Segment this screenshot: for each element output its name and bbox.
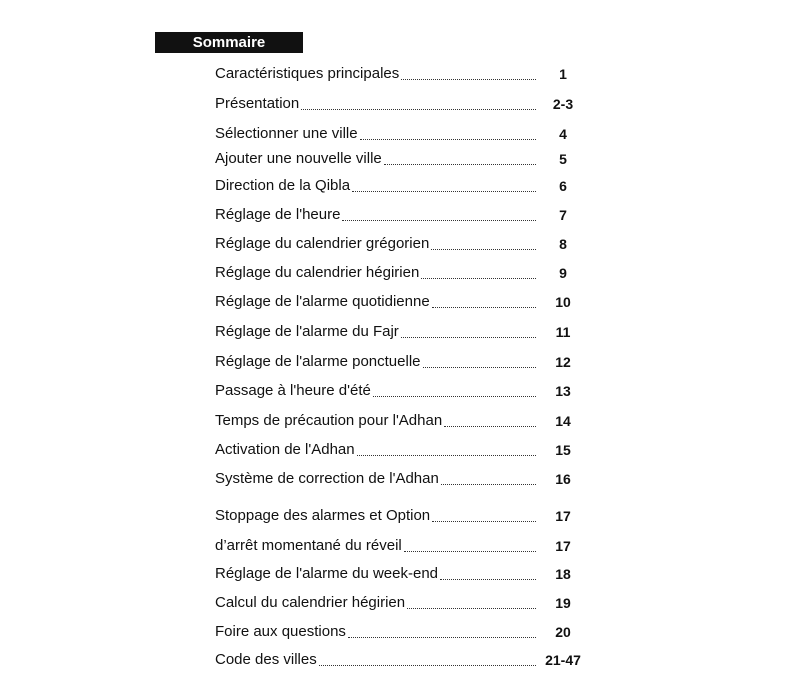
toc-entry xyxy=(215,622,590,642)
toc-entry-page: 18 xyxy=(555,566,571,582)
toc-entry xyxy=(215,94,590,114)
toc-entry-label: Direction de la Qibla xyxy=(215,177,351,194)
toc-entry-label: Réglage de l'heure xyxy=(215,206,341,223)
dot-leader xyxy=(404,550,536,552)
toc-entry xyxy=(215,149,590,169)
toc-entry-label: Passage à l'heure d'été xyxy=(215,382,371,399)
toc-entry-label: Temps de précaution pour l'Adhan xyxy=(215,412,443,429)
toc-entry-page: 14 xyxy=(555,413,571,429)
toc-entry-page: 16 xyxy=(555,471,571,487)
toc-entry-label: Activation de l'Adhan xyxy=(215,441,355,458)
toc-entry xyxy=(215,650,590,670)
dot-leader xyxy=(357,454,536,456)
dot-leader xyxy=(431,248,536,250)
toc-entry-page: 8 xyxy=(559,236,567,252)
toc-entry-label: Code des villes xyxy=(215,651,317,668)
toc-entry xyxy=(215,506,590,526)
toc-entry-page: 11 xyxy=(555,324,571,340)
toc-entry-label: Stoppage des alarmes et Option xyxy=(215,507,431,524)
toc-entry-page: 17 xyxy=(555,508,571,524)
toc-entry-label: Ajouter une nouvelle ville xyxy=(215,150,382,167)
toc-entry xyxy=(215,322,590,342)
toc-entry xyxy=(215,205,590,225)
toc-entry xyxy=(215,292,590,312)
toc-entry-page: 9 xyxy=(559,265,567,281)
dot-leader xyxy=(384,163,536,165)
toc-entry-label: Réglage de l'alarme quotidienne xyxy=(215,293,430,310)
dot-leader xyxy=(373,395,536,397)
toc-entry xyxy=(215,469,590,489)
dot-leader xyxy=(421,277,536,279)
toc-entry-page: 17 xyxy=(555,538,571,554)
dot-leader xyxy=(441,483,536,485)
toc-entry-label: Caractéristiques principales xyxy=(215,65,400,82)
dot-leader xyxy=(319,664,536,666)
toc-entry xyxy=(215,564,590,584)
toc-entry-label: Réglage de l'alarme ponctuelle xyxy=(215,353,421,370)
toc-entry-label: Calcul du calendrier hégirien xyxy=(215,594,406,611)
toc-entry xyxy=(215,440,590,460)
toc-entry xyxy=(215,234,590,254)
toc-entry-page: 10 xyxy=(555,294,571,310)
toc-entry xyxy=(215,411,590,431)
toc-title: Sommaire xyxy=(155,32,303,53)
toc-entry-label: d’arrêt momentané du réveil xyxy=(215,537,402,554)
toc-entry-label: Réglage du calendrier hégirien xyxy=(215,264,420,281)
dot-leader xyxy=(423,366,536,368)
toc-entry-label: Réglage du calendrier grégorien xyxy=(215,235,430,252)
toc-entry-page: 4 xyxy=(559,126,567,142)
toc-entry-label: Présentation xyxy=(215,95,300,112)
dot-leader xyxy=(407,607,536,609)
dot-leader xyxy=(352,190,536,192)
dot-leader xyxy=(342,219,536,221)
toc-entry-label: Réglage de l'alarme du week-end xyxy=(215,565,439,582)
toc-entry-label: Sélectionner une ville xyxy=(215,125,358,142)
toc-entry xyxy=(215,536,590,556)
toc-entry-page: 7 xyxy=(559,207,567,223)
toc-entry-page: 5 xyxy=(559,151,567,167)
toc-entry-label: Foire aux questions xyxy=(215,623,346,640)
dot-leader xyxy=(432,520,536,522)
toc-entry-page: 13 xyxy=(555,383,571,399)
dot-leader xyxy=(348,636,536,638)
toc-entry-page: 1 xyxy=(559,66,567,82)
toc-entry-page: 2-3 xyxy=(552,96,574,112)
toc-entry-page: 21-47 xyxy=(545,652,581,668)
toc-entry-label: Réglage de l'alarme du Fajr xyxy=(215,323,399,340)
toc-entry xyxy=(215,124,590,144)
dot-leader xyxy=(401,336,536,338)
toc-entry-page: 15 xyxy=(555,442,571,458)
dot-leader xyxy=(444,425,536,427)
toc-entry xyxy=(215,352,590,372)
toc-entry-page: 20 xyxy=(555,624,571,640)
toc-entry-page: 19 xyxy=(555,595,571,611)
toc-entry-label: Système de correction de l'Adhan xyxy=(215,470,439,487)
toc-entry xyxy=(215,593,590,613)
toc-entry xyxy=(215,64,590,84)
toc-entry xyxy=(215,263,590,283)
dot-leader xyxy=(440,578,536,580)
toc-entry-page: 12 xyxy=(555,354,571,370)
toc-entry-page: 6 xyxy=(559,178,567,194)
toc-entry xyxy=(215,176,590,196)
dot-leader xyxy=(432,306,536,308)
dot-leader xyxy=(301,108,536,110)
dot-leader xyxy=(360,138,536,140)
dot-leader xyxy=(401,78,536,80)
toc-entry xyxy=(215,381,590,401)
